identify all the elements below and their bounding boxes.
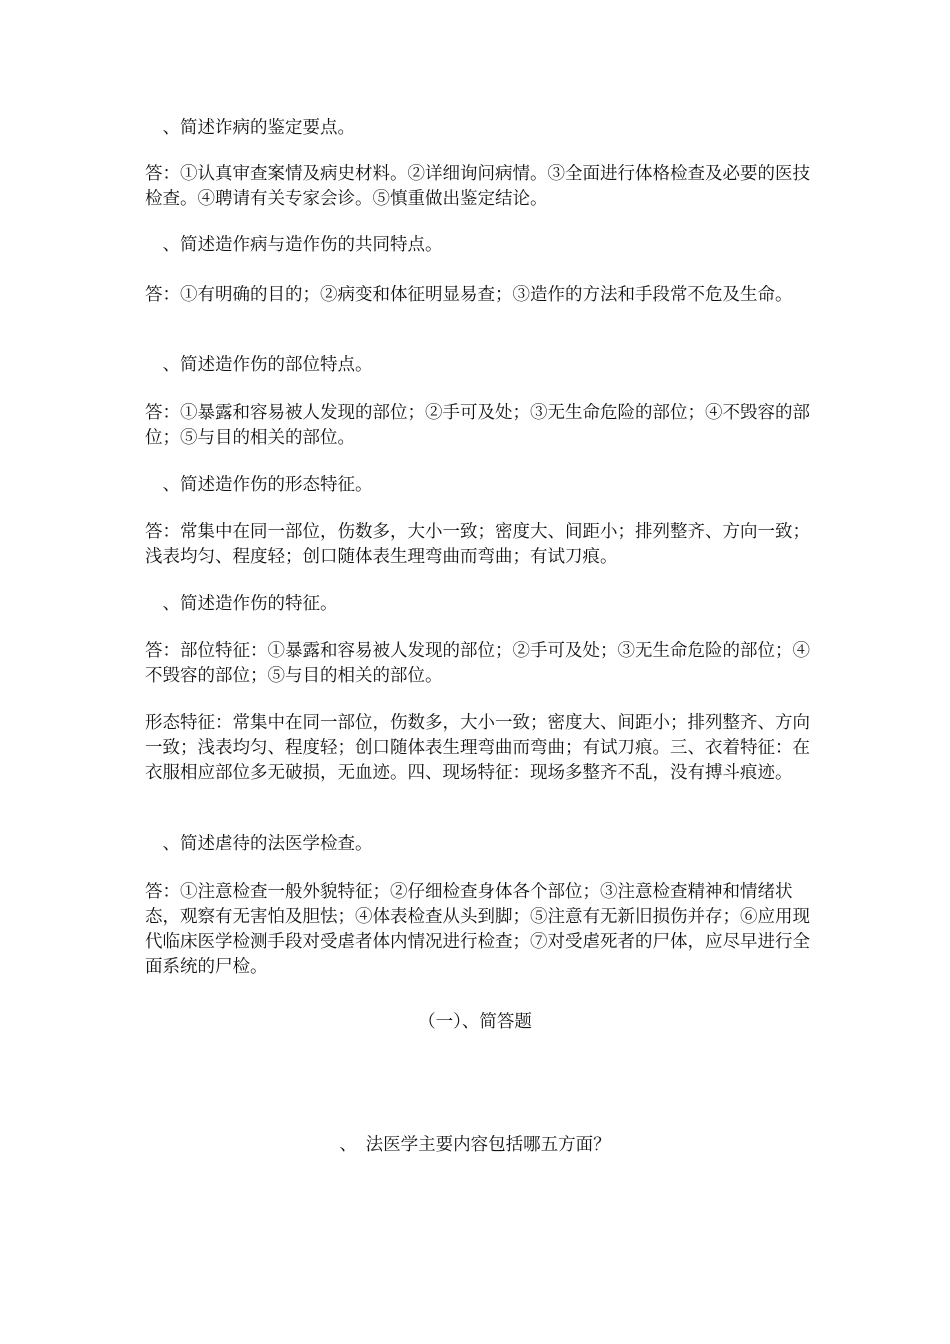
- next-question: 、 法医学主要内容包括哪五方面？: [339, 1135, 611, 1155]
- answer-3: 答：①暴露和容易被人发现的部位；②手可及处；③无生命危险的部位；④不毁容的部位；⑤与目的相关的部位。: [145, 403, 810, 448]
- question-2: 、简述造作病与造作伤的共同特点。: [145, 235, 443, 255]
- question-5: 、简述造作伤的特征。: [145, 594, 338, 614]
- answer-6: 答：①注意检查一般外貌特征；②仔细检查身体各个部位；③注意检查精神和情绪状态，观察有无害怕及胆怯；④体表检查从头到脚；⑤注意有无新旧损伤并存；⑥应用现代临床医学检测手段对受虐者体内情况进行检查；⑦对受虐死者的尸体，应尽早进行全面系统的尸检。: [145, 882, 810, 977]
- question-3: 、简述造作伤的部位特点。: [145, 355, 373, 375]
- question-4: 、简述造作伤的形态特征。: [145, 475, 373, 495]
- answer-2: 答：①有明确的目的；②病变和体征明显易查；③造作的方法和手段常不危及生命。: [145, 285, 793, 305]
- question-1: 、简述诈病的鉴定要点。: [145, 118, 355, 138]
- answer-5-part-2: 形态特征：常集中在同一部位，伤数多，大小一致；密度大、间距小；排列整齐、方向一致；浅表均匀、程度轻；创口随体表生理弯曲而弯曲；有试刀痕。三、衣着特征：在衣服相应部位多无破损，无血迹。四、现场特征：现场多整齐不乱，没有搏斗痕迹。: [145, 713, 810, 783]
- question-6: 、简述虐待的法医学检查。: [145, 834, 373, 854]
- answer-1: 答：①认真审查案情及病史材料。②详细询问病情。③全面进行体格检查及必要的医技检查。④聘请有关专家会诊。⑤慎重做出鉴定结论。: [145, 164, 810, 209]
- answer-4: 答：常集中在同一部位，伤数多，大小一致；密度大、间距小；排列整齐、方向一致；浅表均匀、程度轻；创口随体表生理弯曲而弯曲；有试刀痕。: [145, 522, 810, 567]
- answer-5-part-1: 答：部位特征：①暴露和容易被人发现的部位；②手可及处；③无生命危险的部位；④不毁容的部位；⑤与目的相关的部位。: [145, 641, 810, 686]
- section-heading: （一）、简答题: [418, 1012, 532, 1032]
